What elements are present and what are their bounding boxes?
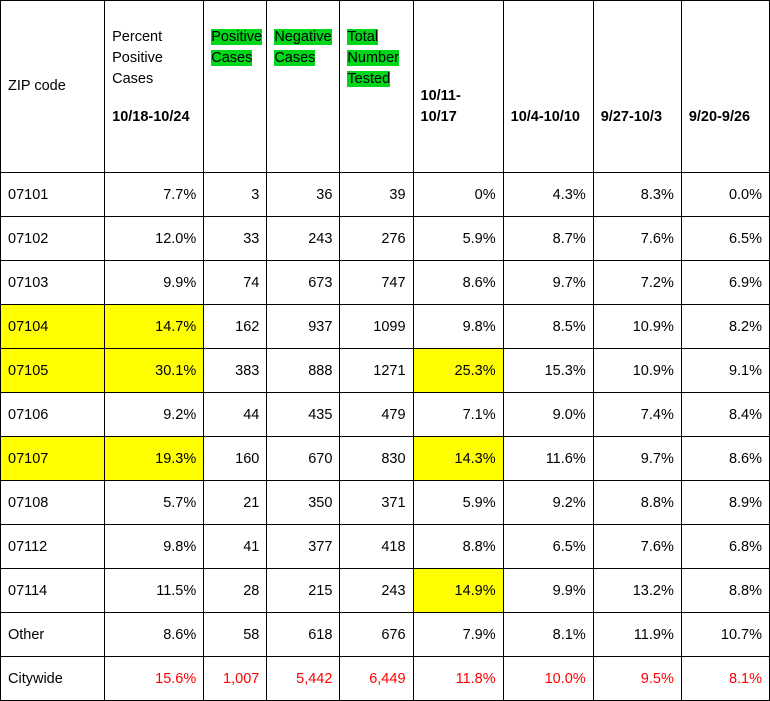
table-row: [1, 217, 770, 261]
cell-1011-1017: 0%: [413, 173, 503, 217]
cell-104-1010: 9.2%: [503, 481, 593, 525]
cell-920-926: 8.2%: [681, 305, 769, 349]
cell-104-1010: 8.5%: [503, 305, 593, 349]
table-row: [1, 437, 770, 481]
cell-920-926: 8.9%: [681, 481, 769, 525]
cell-total-tested: 676: [340, 613, 413, 657]
cell-927-103: 8.8%: [593, 481, 681, 525]
cell-negative-cases: 36: [267, 173, 340, 217]
cell-1011-1017: 8.8%: [413, 525, 503, 569]
table-row: [1, 393, 770, 437]
cell-zip-code: 07107: [1, 437, 105, 481]
cell-total-tested: 6,449: [340, 657, 413, 701]
header-positive-cases: [204, 1, 267, 173]
cell-positive-cases: 28: [204, 569, 267, 613]
table-row: [1, 569, 770, 613]
cell-927-103: 9.5%: [593, 657, 681, 701]
cell-negative-cases: 673: [267, 261, 340, 305]
cell-negative-cases: 5,442: [267, 657, 340, 701]
cell-104-1010: 6.5%: [503, 525, 593, 569]
header-zip-code: ZIP code: [1, 1, 105, 173]
cell-percent-positive: 15.6%: [105, 657, 204, 701]
cell-percent-positive: 9.2%: [105, 393, 204, 437]
cell-percent-positive: 9.9%: [105, 261, 204, 305]
cell-positive-cases: 383: [204, 349, 267, 393]
cell-920-926: 8.6%: [681, 437, 769, 481]
header-positive-cases-label: Positive Cases: [211, 29, 263, 66]
cell-104-1010: 9.9%: [503, 569, 593, 613]
table-row: [1, 305, 770, 349]
cell-total-tested: 243: [340, 569, 413, 613]
table-row: [1, 261, 770, 305]
header-date-range-104: 10/4-10/10: [510, 109, 580, 125]
table-header-row: [1, 1, 770, 173]
cell-percent-positive: 5.7%: [105, 481, 204, 525]
cell-104-1010: 8.7%: [503, 217, 593, 261]
cell-920-926: 9.1%: [681, 349, 769, 393]
cell-percent-positive: 11.5%: [105, 569, 204, 613]
cell-negative-cases: 435: [267, 393, 340, 437]
cell-920-926: 0.0%: [681, 173, 769, 217]
cell-positive-cases: 21: [204, 481, 267, 525]
cell-104-1010: 10.0%: [503, 657, 593, 701]
cell-927-103: 7.6%: [593, 525, 681, 569]
cell-total-tested: 371: [340, 481, 413, 525]
cell-total-tested: 276: [340, 217, 413, 261]
cell-negative-cases: 670: [267, 437, 340, 481]
cell-1011-1017: 11.8%: [413, 657, 503, 701]
cell-104-1010: 4.3%: [503, 173, 593, 217]
cell-negative-cases: 888: [267, 349, 340, 393]
table-row: [1, 173, 770, 217]
cell-927-103: 8.3%: [593, 173, 681, 217]
cell-percent-positive: 12.0%: [105, 217, 204, 261]
cell-920-926: 10.7%: [681, 613, 769, 657]
table-row: [1, 613, 770, 657]
cell-920-926: 6.8%: [681, 525, 769, 569]
cell-positive-cases: 44: [204, 393, 267, 437]
cell-zip-code: 07105: [1, 349, 105, 393]
cell-percent-positive: 7.7%: [105, 173, 204, 217]
cell-percent-positive: 9.8%: [105, 525, 204, 569]
header-total-tested-label: Total Number Tested: [347, 29, 399, 87]
cell-negative-cases: 243: [267, 217, 340, 261]
cell-927-103: 10.9%: [593, 305, 681, 349]
header-date-range-1011-cell: [413, 1, 503, 173]
table-row: [1, 481, 770, 525]
cell-negative-cases: 618: [267, 613, 340, 657]
header-percent-positive: [105, 1, 204, 173]
table-row: [1, 525, 770, 569]
header-date-range-927-cell: [593, 1, 681, 173]
cell-zip-code: 07102: [1, 217, 105, 261]
cell-total-tested: 418: [340, 525, 413, 569]
cell-920-926: 8.1%: [681, 657, 769, 701]
cell-104-1010: 11.6%: [503, 437, 593, 481]
cell-104-1010: 15.3%: [503, 349, 593, 393]
cell-1011-1017: 5.9%: [413, 217, 503, 261]
cell-927-103: 7.6%: [593, 217, 681, 261]
cell-927-103: 13.2%: [593, 569, 681, 613]
cell-1011-1017: 25.3%: [413, 349, 503, 393]
cell-zip-code: 07108: [1, 481, 105, 525]
cell-total-tested: 479: [340, 393, 413, 437]
cell-positive-cases: 58: [204, 613, 267, 657]
cell-negative-cases: 937: [267, 305, 340, 349]
cell-104-1010: 8.1%: [503, 613, 593, 657]
cell-positive-cases: 1,007: [204, 657, 267, 701]
cell-1011-1017: 8.6%: [413, 261, 503, 305]
cell-percent-positive: 19.3%: [105, 437, 204, 481]
cell-positive-cases: 33: [204, 217, 267, 261]
cell-positive-cases: 162: [204, 305, 267, 349]
header-percent-positive-label: Percent Positive Cases: [112, 29, 163, 87]
cell-1011-1017: 7.1%: [413, 393, 503, 437]
cell-927-103: 11.9%: [593, 613, 681, 657]
header-date-range-1018: 10/18-10/24: [112, 109, 190, 125]
cell-920-926: 6.5%: [681, 217, 769, 261]
cell-zip-code: 07103: [1, 261, 105, 305]
cell-920-926: 8.4%: [681, 393, 769, 437]
cell-total-tested: 747: [340, 261, 413, 305]
cell-1011-1017: 5.9%: [413, 481, 503, 525]
cell-zip-code: Other: [1, 613, 105, 657]
cell-1011-1017: 14.9%: [413, 569, 503, 613]
header-total-tested: [340, 1, 413, 173]
cell-zip-code: 07114: [1, 569, 105, 613]
cell-negative-cases: 215: [267, 569, 340, 613]
cell-927-103: 7.4%: [593, 393, 681, 437]
cell-negative-cases: 350: [267, 481, 340, 525]
cell-zip-code: Citywide: [1, 657, 105, 701]
cell-zip-code: 07112: [1, 525, 105, 569]
header-date-range-927: 9/27-10/3: [600, 109, 663, 125]
cell-percent-positive: 8.6%: [105, 613, 204, 657]
cell-1011-1017: 9.8%: [413, 305, 503, 349]
cell-total-tested: 1271: [340, 349, 413, 393]
cell-1011-1017: 7.9%: [413, 613, 503, 657]
header-date-range-104-cell: [503, 1, 593, 173]
cell-total-tested: 39: [340, 173, 413, 217]
cell-total-tested: 1099: [340, 305, 413, 349]
cell-positive-cases: 74: [204, 261, 267, 305]
header-negative-cases-label: Negative Cases: [274, 29, 332, 66]
cell-104-1010: 9.7%: [503, 261, 593, 305]
cell-percent-positive: 14.7%: [105, 305, 204, 349]
cell-percent-positive: 30.1%: [105, 349, 204, 393]
cell-zip-code: 07106: [1, 393, 105, 437]
cell-positive-cases: 3: [204, 173, 267, 217]
cell-positive-cases: 41: [204, 525, 267, 569]
cell-1011-1017: 14.3%: [413, 437, 503, 481]
cell-920-926: 8.8%: [681, 569, 769, 613]
cell-927-103: 9.7%: [593, 437, 681, 481]
header-date-range-1011: 10/11-10/17: [420, 88, 461, 125]
cell-920-926: 6.9%: [681, 261, 769, 305]
cell-927-103: 7.2%: [593, 261, 681, 305]
table-row: [1, 349, 770, 393]
cell-total-tested: 830: [340, 437, 413, 481]
cell-negative-cases: 377: [267, 525, 340, 569]
cell-positive-cases: 160: [204, 437, 267, 481]
table-total-row: [1, 657, 770, 701]
cell-104-1010: 9.0%: [503, 393, 593, 437]
header-date-range-920: 9/20-9/26: [688, 109, 751, 125]
header-negative-cases: [267, 1, 340, 173]
cell-927-103: 10.9%: [593, 349, 681, 393]
cell-zip-code: 07101: [1, 173, 105, 217]
header-date-range-920-cell: [681, 1, 769, 173]
cell-zip-code: 07104: [1, 305, 105, 349]
